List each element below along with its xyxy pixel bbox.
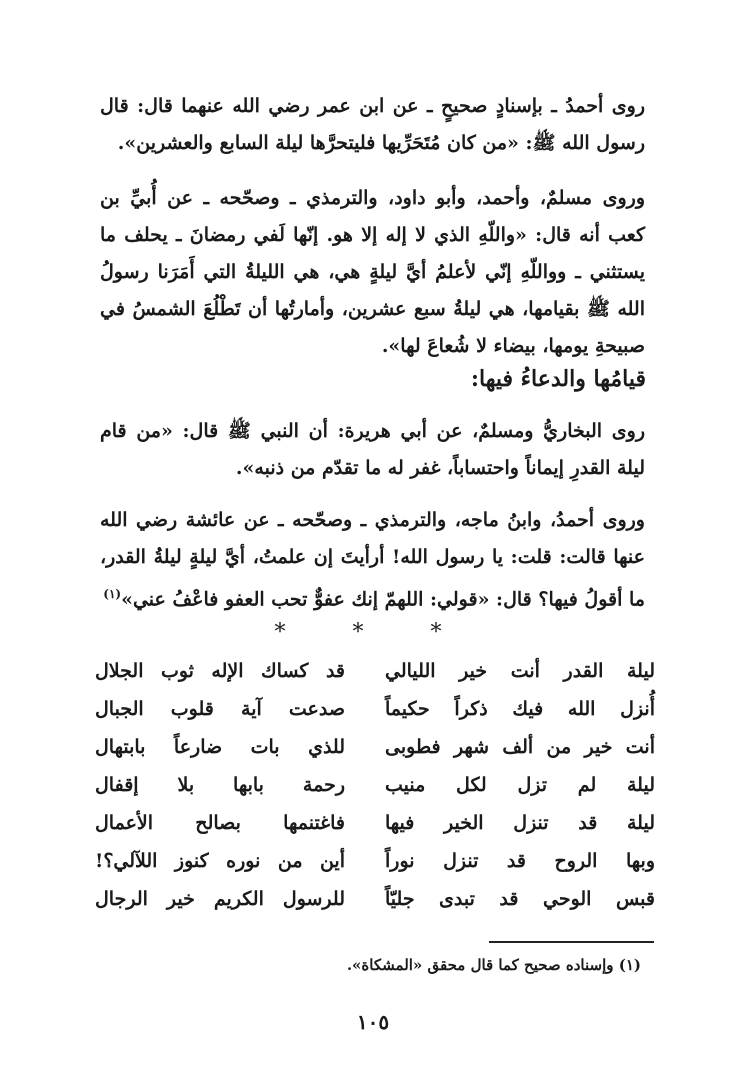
poem-second-hemistich: للذي بات ضارعاً بابتهال <box>95 736 345 758</box>
paragraph-ibn-umar: روى أحمدُ ـ بإسنادٍ صحيحٍ ـ عن ابن عمر رضي الله عنهما قال: قال رسول الله ﷺ: «من كان مُتَحَرِّيها فليتحرَّها ليلة السابع والعشرين». <box>100 95 645 154</box>
footnote-divider <box>489 941 654 943</box>
poem-first-hemistich: ليلة لم تزل لكل منيب <box>385 774 655 796</box>
poem-second-hemistich: أين من نوره كنوز اللآلي؟! <box>95 850 345 872</box>
paragraph-aisha <box>100 502 645 618</box>
footnote: (١) وإسناده صحيح كما قال محقق «المشكاة». <box>346 956 641 974</box>
poem <box>95 660 655 926</box>
poem-first-hemistich: ليلة قد تنزل الخير فيها <box>385 812 655 834</box>
section-heading: قيامُها والدعاءُ فيها: <box>470 366 646 392</box>
separator-asterisks: * * * <box>274 620 472 645</box>
poem-first-hemistich: وبها الروح قد تنزل نوراً <box>385 850 655 872</box>
poem-second-hemistich: رحمة بابها بلا إقفال <box>95 774 345 796</box>
poem-second-hemistich: فاغتنمها بصالح الأعمال <box>95 812 345 834</box>
poem-second-hemistich: للرسول الكريم خير الرجال <box>95 888 345 910</box>
poem-first-hemistich: أُنزل الله فيك ذكراً حكيماً <box>385 698 655 720</box>
poem-verse <box>95 888 655 926</box>
poem-verse <box>95 812 655 850</box>
paragraph-abu-hurayra: روى البخاريُّ ومسلمٌ، عن أبي هريرة: أن النبي ﷺ قال: «من قام ليلة القدرِ إيماناً واحتساباً، غفر له ما تقدّم من ذنبه». <box>100 420 645 479</box>
paragraph-ubay-ibn-kaab: وروى مسلمٌ، وأحمد، وأبو داود، والترمذي ـ وصحّحه ـ عن أُبيِّ بن كعب أنه قال: «واللّهِ الذي لا إله إلا هو. إنّها لَفي رمضانَ ـ يحلف ما يستثني ـ وواللّهِ إنّي لأعلمُ أيَّ ليلةٍ هي، هي الليلةُ التي أَمَرَنا رسولُ الله ﷺ بقيامها، هي ليلةُ سبع عشرين، وأمارتُها أن تَطْلُعَ الشمسُ في صبيحةِ يومها، بيضاء لا شُعاعَ لها». <box>100 187 645 357</box>
poem-first-hemistich: ليلة القدر أنت خير الليالي <box>385 660 655 682</box>
poem-first-hemistich: أنت خير من ألف شهر فطوبى <box>385 736 655 758</box>
poem-second-hemistich: قد كساك الإله ثوب الجلال <box>95 660 345 682</box>
poem-verse <box>95 850 655 888</box>
poem-verse <box>95 736 655 774</box>
poem-first-hemistich: قبس الوحي قد تبدى جليّاً <box>385 888 655 910</box>
poem-verse <box>95 774 655 812</box>
poem-verse <box>95 660 655 698</box>
poem-second-hemistich: صدعت آية قلوب الجبال <box>95 698 345 720</box>
page-number: ١٠٥ <box>356 1010 390 1034</box>
poem-verse <box>95 698 655 736</box>
footnote-marker: (١) <box>103 587 122 601</box>
paragraph-aisha-text: وروى أحمدُ، وابنُ ماجه، والترمذي ـ وصحّحه ـ عن عائشة رضي الله عنها قالت: قلت: يا رسول الله! أرأيتَ إن علمتُ، أيَّ ليلةٍ ليلةُ القدر، ما أقولُ فيها؟ قال: «قولي: اللهمّ إنك عفوٌّ تحب العفو فاعْفُ عني» <box>100 509 645 611</box>
